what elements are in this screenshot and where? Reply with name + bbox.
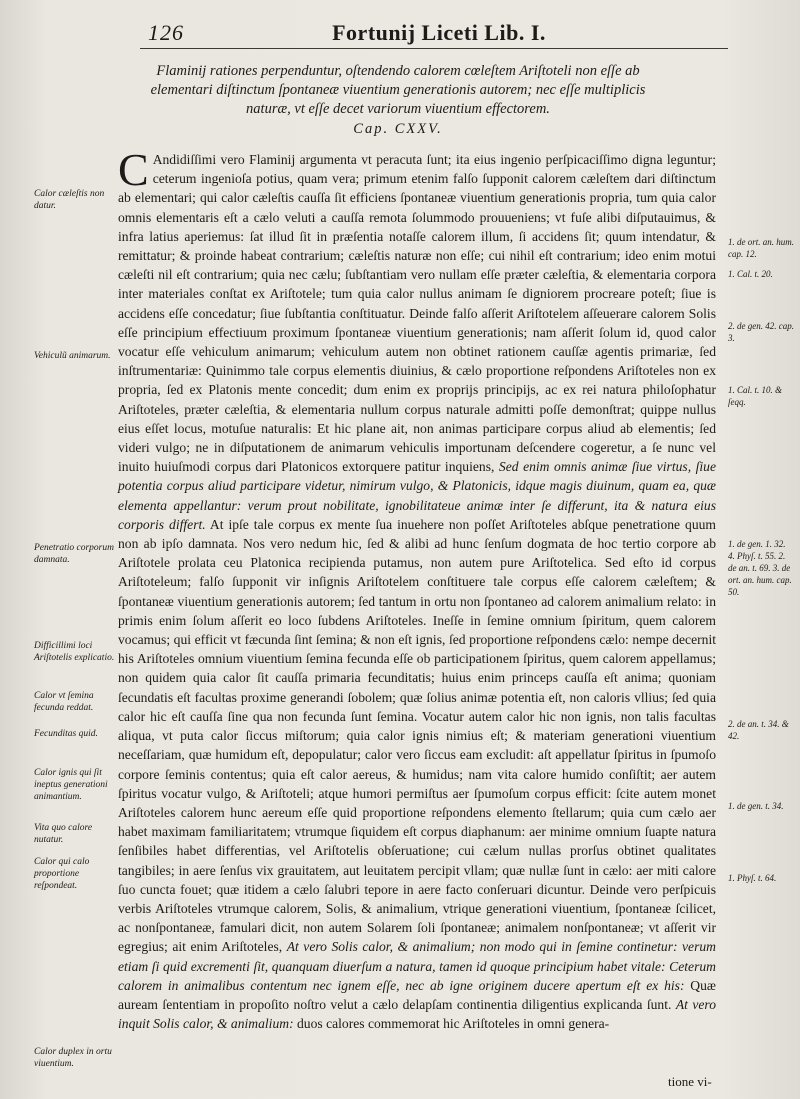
margin-note-left: Calor ignis qui ſit ineptus generationi animantium. bbox=[34, 768, 108, 802]
paragraph bbox=[118, 144, 716, 1033]
margin-note-right: 1. de gen. 1. 32. 4. Phyſ. t. 55. 2. de an. t. 69. 3. de ort. an. hum. cap. 50. bbox=[728, 539, 792, 597]
page-number: 126 bbox=[148, 20, 184, 45]
margin-note-left: Calor cæleſtis non datur. bbox=[34, 189, 105, 211]
text-run: Andidiſſimi vero Flaminij argumenta vt peracuta ſunt; ita eius ingenio perſpicaciſſimo digna leguntur; ceterum ingenioſa potius, quam vera; primum etenim falſo ſupponit calorem cæleſtem dari diſtinctum ab elementari; qui calor cæleſtis cauſſa ſit efficiens ſpontaneæ viuentium generationis propria, tum quia calor omnis elementaris eſt a cælo veluti a cauſſa remota ſolummodo prouueniens; vt fuſe alibi diſputauimus, & infra latius aperiemus: ſat illud ſit in præſentia notaſſe calorem illum, ſi accidens ſit; quum intendatur, & remittatur; & proinde habeat contrarium; cæleſtis naturæ non eſſe; cui nihil eſt contrarium; ideo enim motui cæleſti nil eſt contrarium; quia nec cælu; ſubſtantiam vero nullam eſſe præter cæleſtia, & elementaria corpora inter materiales conſtat ex Ariſtotele; tum quia calor nullus animam ſe digniorem procreare poteſt; ſiue is accidens eſſe concedatur; ſiue ſubſtantia conſtituatur. Deinde falſo aſſerit Ariſtotelem aſſeuerare calorem Solis eſſe principium effectiuum proximum ſpontaneæ viuentium generationis; nam aſſerit ſolum id, quod calor vocatur eſſe vehiculum animarum; vehiculum autem non obtinet rationem cauſſæ agentis primariæ, ſed inſtrumentariæ: Quinimmo tale corpus elementis diuinius, & cælo proportione reſpondens Ariſtoteles non ex propria, ſed ex Platonis mente concedit; dum enim ex proprijs principijs, ac ex rei natura philoſophatur Ariſtoteles, præter cæleſtia, & elementaria nullum corpus naturale admitti poſſe demonſtrat; quippe nullus eius eſſet locus, motuſue naturalis: Et hic plane ait, non animas participare corpus aliud ab elementis; ſed videri vulgo; ne in diſputationem de animarum vehiculis importunam deſcendere cogeretur, a ſe nunc vel inuito huiuſmodi corpus dari Platonicos extorquere patitur inquiens, bbox=[118, 152, 716, 475]
text-run: Quæ auream ſententiam in propoſito noſtro velut a cælo delapſam continentia diligentius explicanda ſunt. bbox=[118, 977, 716, 1012]
margin-note-right: 1. de gen. t. 34. bbox=[728, 801, 784, 811]
margin-note-left: Penetratio corporum damnata. bbox=[34, 543, 114, 565]
margin-note-left: Vehiculũ animarum. bbox=[34, 351, 111, 361]
margin-note-left: Calor qui calo proportione reſpondeat. bbox=[34, 857, 90, 891]
margin-note-right: 1. de ort. an. hum. cap. 12. bbox=[728, 237, 794, 259]
margin-note-left: Fecunditas quid. bbox=[34, 729, 98, 739]
margin-note-right: 1. Phyſ. t. 64. bbox=[728, 873, 777, 883]
page-header bbox=[148, 20, 730, 46]
text-run: duos calores commemorat hic Ariſtoteles in omni genera- bbox=[297, 1016, 610, 1032]
catchword: tione vi- bbox=[668, 1074, 712, 1089]
main-text bbox=[118, 144, 716, 1033]
aristotle-quote: At vero inquit Solis calor, & animalium: bbox=[118, 996, 716, 1032]
chapter-summary: Flaminij rationes perpenduntur, oſtendendo calorem cœleſtem Ariſtoteli non eſſe ab elementari diſtinctum ſpontaneæ viuentium generationis autorem; nec eſſe multiplicis naturæ, vt eſſe decet variorum viuentium effectorem. bbox=[150, 63, 646, 117]
margin-note-right: 2. de an. t. 34. & 42. bbox=[728, 719, 789, 741]
margin-note-left: Difficillimi loci Ariſtotelis explicatio. bbox=[34, 641, 115, 663]
margin-note-left: Calor vt ſemina fecunda reddat. bbox=[34, 691, 94, 713]
margin-note-right: 1. Cal. t. 10. & ſeqq. bbox=[728, 385, 783, 407]
drop-cap: C bbox=[118, 144, 149, 195]
header-rule bbox=[140, 48, 728, 49]
margin-note-right: 1. Cal. t. 20. bbox=[728, 269, 773, 279]
chapter-label: Cap. CXXV. bbox=[353, 121, 443, 137]
margin-note-left: Vita quo calore nutatur. bbox=[34, 823, 93, 845]
margin-note-right: 2. de gen. 42. cap. 3. bbox=[728, 321, 794, 343]
text-run: At ipſe tale corpus ex mente ſua inuehere non poſſet Ariſtoteles abſque penetratione quum non ab ipſo damnata. Nos vero nedum hic, ſed & alibi ad hunc ſenſum dogmata de hoc tertio corpore ab Ariſtotele prolata ceu Platonica recipienda putamus, non autem pure Ariſtotelica. Sed eſto id corpus Ariſtoteleum; falſo ſupponit vir inſignis Ariſtotelem conſtituere tale corpus eſſe calorem cæleſtem; & ſpontaneæ viuentium generationis autorem; ſed tantum in ortu non ſpontaneo ad calorem animalium relato: in primis enim ſolum aſſerit eo loco ſubdens Ariſtoteles. Ineſſe in ſemine omnium ſpiritum, quem calorem vocamus; qui efficit vt fæcunda ſint ſemina; & non eſt ignis, ſed proportione reſpondens cælo: nempe decernit his Ariſtoteles omnium viuentium ſemina fecunda eſſe ob participationem ſpiritus, quem calorem appellamus; non quidem quia calor ſit cauſſa primaria fecunditatis; huius enim princeps cauſſa eſt anima; quoniam ſecundatis eſt facultas proxime generandi ſobolem; quæ ſolius animæ potentia eſt, non caloris vllius; ſed quia calor hic eſt cauſſa ſine qua non fecunda ſunt ſemina. Vocatur autem calor hic non ignis, non talis facultas aliqua, vt puta calor ſiccus miſtorum; quia calor ignis nimius eſt; & materiam generationi viuentium neceſſariam, quæ humidum eſt, depopulatur; calor vero ſiccus eam excludit: aſt appellatur ſpiritus in ſpumoſo corpore ſeminis contentus; quia eſt calor aereus, & humidus; nam vita calore humido conſiſtit; aer autem ſpiritus vocatur vulgo, & Ariſtoteli; atque humori permiſtus aer ſpumoſum corpus efficit: ſcite autem monet Ariſtoteles calorem hunc aereum eſſe quid proportione reſpondens elemento ſtellarum; quia cum cælo aer habet maximam familiaritatem; vtrumque ſiquidem eſt corpus diaphanum: aer minime omnium ſuapte natura ſenſibiles habet differentias, vel Ariſtotelis obſeruatione; cui cælum nullas prorſus obtinet qualitates tangibiles; in aere ſenſus vix grauitatem, aut leuitatem percipit vllam; quæ nullæ ſunt in cælo: aer miti calore ſuo cuncta fouet; quæ itidem a cælo ſalubri tepore in aere facto conſeruari dicuntur. Deinde vero perſpicuis verbis Ariſtoteles vtrumque calorem, Solis, & animalium, vtrique generationi viuentium, ſpontaneæ ſcilicet, ac nonſpontaneæ, famulari dicit, non autem Solarem ſoli ſpontaneæ; animalem nonſpontaneæ; vt aſſerit vir egregius; ait enim Ariſtoteles, bbox=[118, 516, 716, 955]
aristotle-quote: At vero Solis calor, & animalium; non modo qui in ſemine continetur: verum etiam ſi quid excrementi ſit, quanquam diuerſum a natura, tamen id quoque principium habet vitale: Ceterum calorem in animalibus contentum nec ignem eſſe, nec ab igne originem ducere apertum eſt ex his: bbox=[118, 939, 716, 993]
aristotle-quote: Sed enim omnis animæ ſiue virtus, ſiue potentia corpus aliud participare videtur, nimirum vulgo, & Platonicis, idque magis diuinum, quam ea, quæ elementa appellantur: verum prout nobilitate, ignobilitateue animæ inter ſe differunt, ita & natura eius corporis differt. bbox=[118, 459, 716, 532]
running-head: Fortunij Liceti Lib. I. bbox=[332, 20, 546, 45]
margin-note-left: Calor duplex in ortu viuentium. bbox=[34, 1047, 112, 1069]
